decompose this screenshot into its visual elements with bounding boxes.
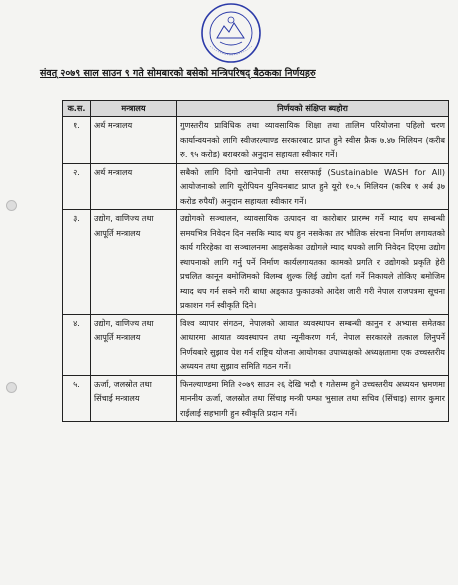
serial-number: ५. (63, 375, 91, 422)
decision-text: सबैको लागि दिगो खानेपानी तथा सरसफाई (Sustainable WASH for All) आयोजनाको लागि यूरोपियन युनियनबाट प्राप्त हुने यूरो १०.५ मिलियन (करिब १ अर्ब ३७ करोड रुपैयाँ) अनुदान सहायता स्वीकार गर्ने। (177, 163, 449, 210)
page-title: संवत् २०७९ साल साउन ९ गते सोमबारको बसेको मन्त्रिपरिषद् बैठकका निर्णयहरु (40, 68, 316, 79)
header-ministry: मन्त्रालय (91, 101, 177, 117)
decision-text: गुणस्तरीय प्राविधिक तथा व्यावसायिक शिक्षा तथा तालिम परियोजना पहिलो चरण कार्यान्वयनको लागि स्वीजरल्याण्ड सरकारबाट प्राप्त हुने स्वीस फ्रैक ७.४७ मिलियन (करीब रु. ९५ करोड) बराबरको अनुदान सहायता स्वीकार गर्ने। (177, 117, 449, 164)
serial-number: २. (63, 163, 91, 210)
ministry-name: अर्थ मन्त्रालय (91, 163, 177, 210)
serial-number: ३. (63, 210, 91, 315)
decision-text: फिनल्याण्डमा मिति २०७९ साउन २६ देखि भदौ १ गतेसम्म हुने उच्चस्तरीय अध्ययन भ्रमणमा माननीय ऊर्जा, जलस्रोत तथा सिंचाइ मन्त्री पम्फा भुसाल तथा सचिव (सिंचाइ) सागर कुमार राईलाई सहभागी हुन स्वीकृति प्रदान गर्ने। (177, 375, 449, 422)
government-seal (200, 2, 262, 64)
table-row (63, 314, 449, 375)
ministry-name: उद्योग, वाणिज्य तथा आपूर्ति मन्त्रालय (91, 314, 177, 375)
serial-number: १. (63, 117, 91, 164)
header-decision: निर्णयको संक्षिप्त ब्यहोरा (177, 101, 449, 117)
ministry-name: अर्थ मन्त्रालय (91, 117, 177, 164)
serial-number: ४. (63, 314, 91, 375)
ministry-name: ऊर्जा, जलस्रोत तथा सिंचाई मन्त्रालय (91, 375, 177, 422)
table-row (63, 117, 449, 164)
punch-hole (6, 200, 17, 211)
table-row (63, 375, 449, 422)
punch-hole (6, 382, 17, 393)
decision-text: उद्योगको सञ्चालन, व्यावसायिक उत्पादन वा कारोबार प्रारम्भ गर्ने म्याद थप सम्बन्धी समयभित्र निवेदन दिन नसकि म्याद थप हुन नसकेका तर भौतिक संरचना निर्माण लगायतको कार्य गरिरहेका वा सञ्चालनमा आइसकेका उद्योगले म्याद थपको लागि निवेदन दिएमा उद्योग स्थापनाको लागि गर्नु पर्ने निर्माण कार्यलगायतका कामको प्रगति र उद्योगको प्रकृति हेरी प्रचलित कानून बमोजिमको विलम्ब शुल्क लिई उद्योग दर्ता गर्ने निकायले तोकिए बमोजिम म्याद थप गर्न सक्ने गरी बाधा अड्काउ फुकाउको आदेश जारी गरी नेपाल राजपत्रमा सूचना प्रकाशन गर्न स्वीकृति दिने। (177, 210, 449, 315)
table-row (63, 163, 449, 210)
header-serial: क.स. (63, 101, 91, 117)
decision-text: विश्व व्यापार संगठन, नेपालको आयात व्यवस्थापन सम्बन्धी कानुन र अभ्यास समेतका आधारमा आयात व्यवस्थापन तथा न्यूनीकरण गर्न, नेपाल सरकारले तत्काल लिनुपर्ने निर्णयबारे सुझाव पेश गर्न राष्ट्रिय योजना आयोगका उपाध्यक्षको अध्यक्षतामा एक उच्चस्तरीय अध्ययन तथा सुझाव समिति गठन गर्ने। (177, 314, 449, 375)
ministry-name: उद्योग, वाणिज्य तथा आपूर्ति मन्त्रालय (91, 210, 177, 315)
decisions-table (62, 100, 449, 422)
table-row (63, 210, 449, 315)
table-header-row (63, 101, 449, 117)
